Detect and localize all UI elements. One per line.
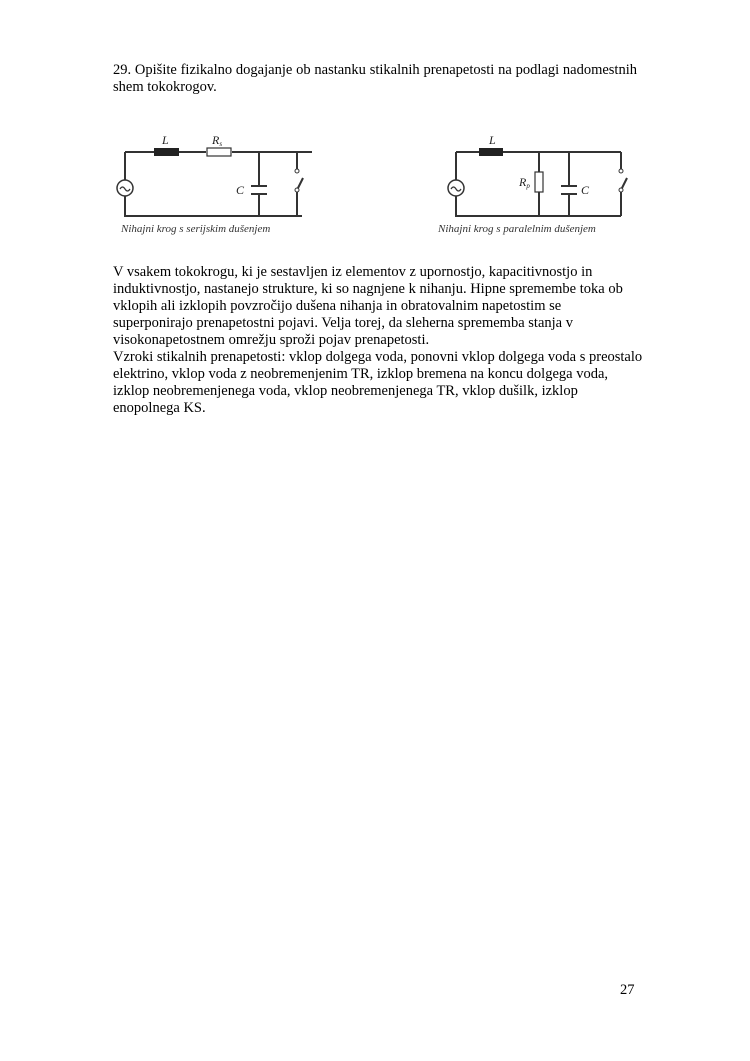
inductor-label: L — [489, 133, 496, 147]
figure-caption: Nihajni krog s paralelnim dušenjem — [438, 223, 596, 235]
body-text — [113, 264, 643, 417]
paragraph: V vsakem tokokrogu, ki je sestavljen iz elementov z upornostjo, kapacitivnostjo in induktivnostjo, nastanejo strukture, ki so nagnjene k nihanju. Hipne spremembe toka ob vklopih ali izklopih povzročijo dušena nihanja in obratovalnim napetostim se superponirajo prenapetostni pojavi. Velja torej, da sleherna sprememba stanja v visokonapetostnem omrežju sproži pojav prenapetosti. — [113, 264, 623, 348]
resistor-icon — [207, 148, 231, 156]
paragraph: Vzroki stikalnih prenapetosti: vklop dolgega voda, ponovni vklop dolgega voda s preostalo elektrino, vklop voda z neobremenjenim TR, izklop bremena na koncu dolgega voda, izklop neobremenjenega voda, vklop neobremenjenega TR, vklop dušilk, izklop enopolnega KS. — [113, 349, 643, 416]
inductor-icon — [154, 148, 179, 156]
figure-caption: Nihajni krog s serijskim dušenjem — [121, 223, 271, 235]
question-text: 29. Opišite fizikalno dogajanje ob nastanku stikalnih prenapetosti na podlagi nadomestnih shem tokokrogov. — [113, 62, 637, 95]
capacitor-label: C — [581, 183, 590, 197]
resistor-label: Rp — [519, 175, 530, 190]
series-damped-circuit-diagram — [112, 128, 312, 238]
resistor-label: Rs — [212, 133, 223, 148]
parallel-damped-circuit-diagram — [436, 128, 641, 238]
inductor-label: L — [162, 133, 169, 147]
resistor-icon — [535, 172, 543, 192]
switch-icon — [619, 169, 623, 173]
switch-icon — [295, 169, 299, 173]
inductor-icon — [479, 148, 503, 156]
page-number: 27 — [620, 982, 635, 998]
capacitor-label: C — [236, 183, 245, 197]
